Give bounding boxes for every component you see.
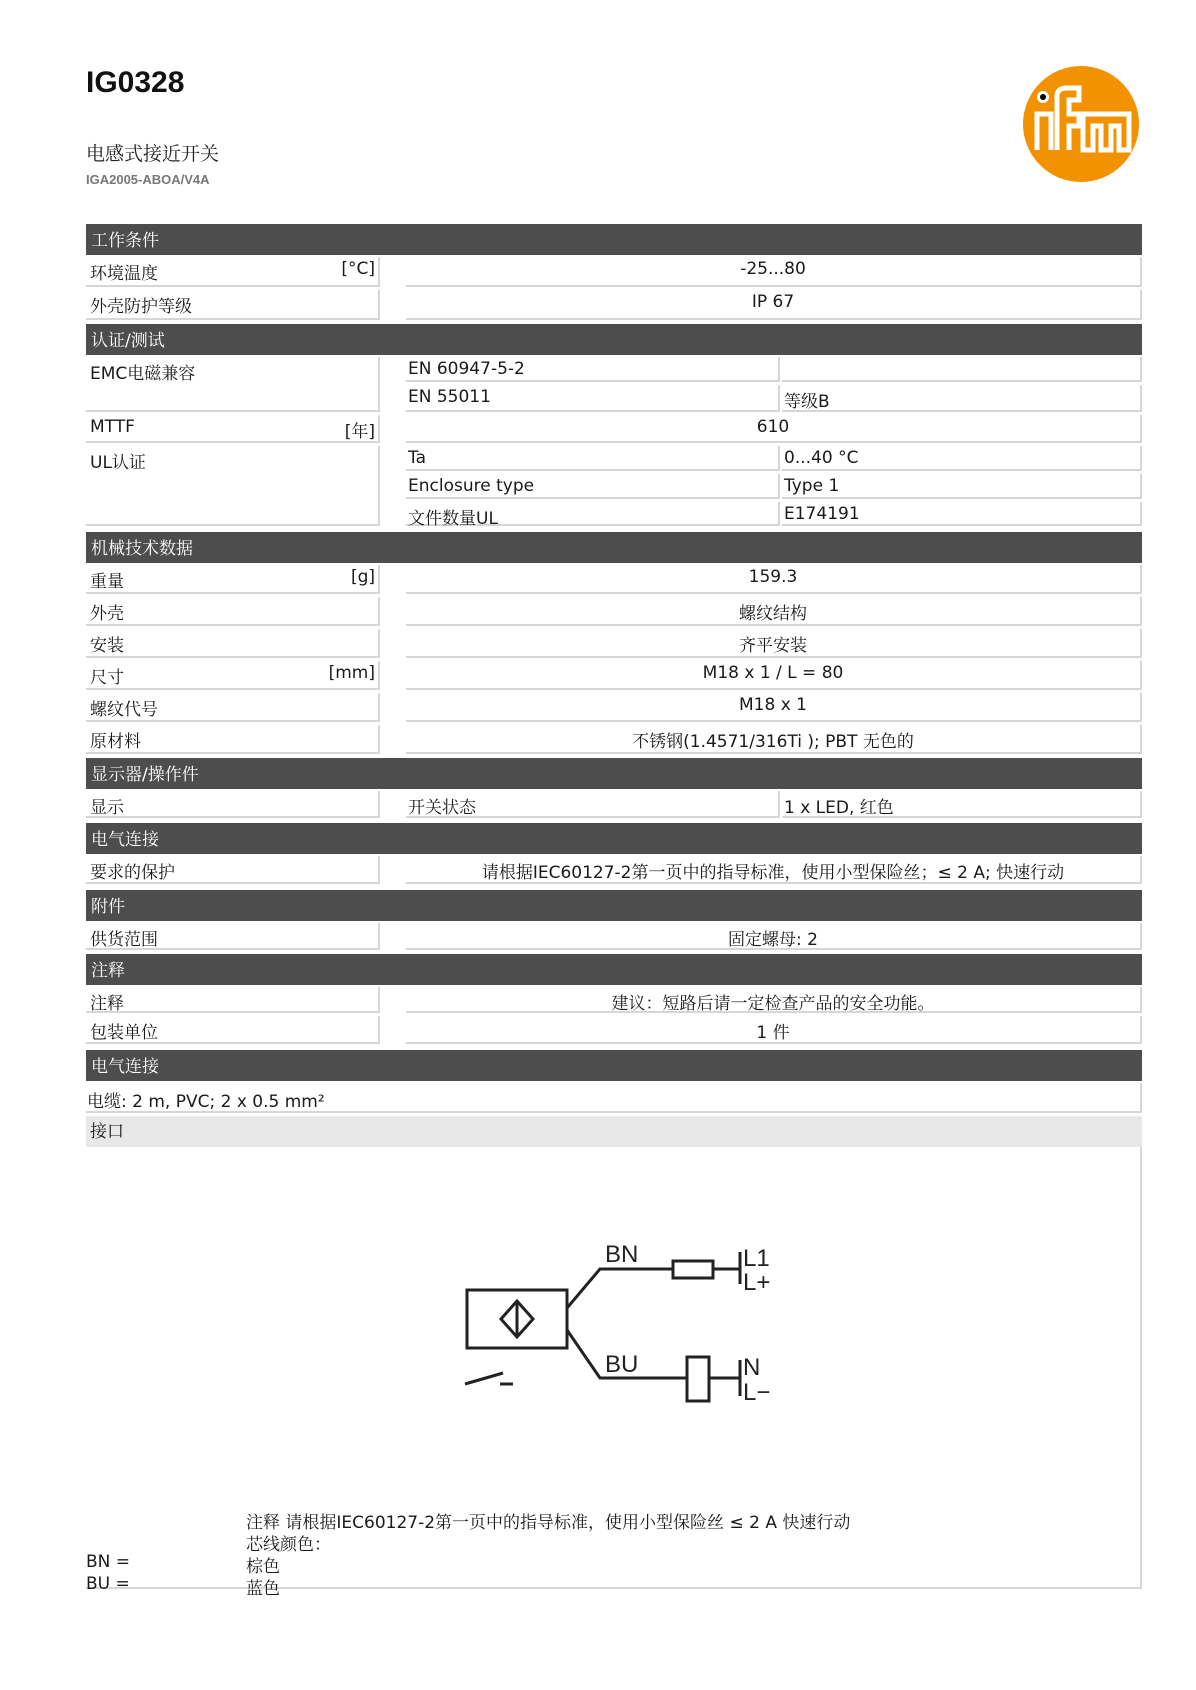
spec-value-dimensions <box>406 661 1142 690</box>
value-text: 请根据IEC60127-2第一页中的指导标准，使用小型保险丝；≤ 2 A; 快速行动 <box>481 863 1065 883</box>
spec-row-emc <box>86 357 380 412</box>
spec-row-remarks <box>86 987 380 1013</box>
value-text: 电缆: 2 m, PVC; 2 x 0.5 mm² <box>87 1092 325 1112</box>
spec-row-protection <box>86 290 380 320</box>
interface-header: 接口 <box>86 1116 1142 1147</box>
spec-row-display <box>86 791 380 818</box>
value-text: 159.3 <box>748 567 798 587</box>
fuse-icon <box>673 1261 713 1278</box>
bn-key: BN = <box>86 1552 131 1572</box>
value-text: 文件数量UL <box>408 509 498 529</box>
label-bu: BU <box>605 1351 639 1378</box>
ul-enclosure <box>406 474 780 499</box>
spec-row-dimensions <box>86 661 380 690</box>
bu-key: BU = <box>86 1574 130 1594</box>
spec-row-mttf <box>86 415 380 443</box>
value-text: Type 1 <box>784 476 840 496</box>
spec-unit: [年] <box>344 422 375 442</box>
spec-value-packaging-unit <box>406 1016 1142 1044</box>
spec-value-weight <box>406 565 1142 594</box>
value-text: 不锈钢(1.4571/316Ti ); PBT 无色的 <box>632 732 914 752</box>
emc-standard-2 <box>406 385 780 412</box>
value-text: 1 件 <box>756 1023 790 1043</box>
ul-file <box>406 502 780 529</box>
value-text: 齐平安装 <box>739 636 807 656</box>
display-switching-status <box>406 791 780 818</box>
display-led-value <box>782 791 1142 818</box>
spec-row-housing <box>86 597 380 626</box>
label-lplus: L+ <box>743 1269 771 1296</box>
value-text: 0...40 °C <box>784 448 859 468</box>
section-display: 显示器/操作件 <box>86 758 1142 789</box>
spec-row-ambient-temp <box>86 257 380 287</box>
spec-unit: [g] <box>350 567 375 587</box>
bu-color: 蓝色 <box>246 1579 280 1599</box>
spec-label: 包装单位 <box>90 1023 158 1043</box>
spec-label: 供货范围 <box>90 930 158 950</box>
ul-file-value <box>782 502 1142 526</box>
spec-label: 重量 <box>90 572 124 592</box>
spec-row-thread <box>86 693 380 722</box>
value-text: 610 <box>756 417 790 437</box>
ul-ta-value <box>782 446 1142 471</box>
section-operating-conditions: 工作条件 <box>86 224 1142 255</box>
spec-label: 要求的保护 <box>90 863 175 883</box>
spec-value-mttf <box>406 415 1142 443</box>
section-mechanical: 机械技术数据 <box>86 532 1142 563</box>
value-text: M18 x 1 <box>739 695 807 715</box>
ul-enclosure-value <box>782 474 1142 499</box>
diagram-note: 注释 请根据IEC60127-2第一页中的指导标准，使用小型保险丝 ≤ 2 A 快速行动 <box>246 1513 851 1533</box>
label-l1: L1 <box>743 1245 770 1272</box>
product-code-title: IG0328 <box>86 66 185 99</box>
emc-standard-1-value <box>782 357 1142 382</box>
label-n: N <box>743 1354 761 1381</box>
spec-row-mounting <box>86 629 380 658</box>
spec-row-weight <box>86 565 380 594</box>
product-designation: IGA2005-ABOA/V4A <box>86 172 210 187</box>
section-electrical-connection: 电气连接 <box>86 823 1142 854</box>
spec-value-materials <box>406 725 1142 754</box>
spec-label: 环境温度 <box>90 264 158 284</box>
spec-value-remarks <box>406 987 1142 1013</box>
value-text: M18 x 1 / L = 80 <box>702 663 844 683</box>
value-text: EN 55011 <box>408 387 491 407</box>
value-text: 建议：短路后请一定检查产品的安全功能。 <box>611 994 935 1014</box>
product-type: 电感式接近开关 <box>86 143 220 165</box>
spec-value-required-protection <box>406 856 1142 884</box>
value-text: 固定螺母: 2 <box>728 930 818 950</box>
spec-row-scope-of-supply <box>86 923 380 950</box>
value-text: 螺纹结构 <box>739 604 807 624</box>
spec-label: UL认证 <box>90 453 146 473</box>
emc-standard-1 <box>406 357 780 382</box>
spec-label: 注释 <box>90 994 124 1014</box>
spec-row-ul <box>86 446 380 526</box>
value-text: Enclosure type <box>408 476 535 496</box>
spec-label: 显示 <box>90 798 124 818</box>
spec-label: EMC电磁兼容 <box>90 364 196 384</box>
value-text: Ta <box>408 448 426 468</box>
value-text: 开关状态 <box>408 798 476 818</box>
wiring-diagram <box>455 1238 785 1408</box>
spec-label: 外壳 <box>90 604 124 624</box>
spec-value-protection <box>406 290 1142 320</box>
label-bn: BN <box>605 1241 639 1268</box>
section-electrical-connection-2: 电气连接 <box>86 1050 1142 1081</box>
value-text: 1 x LED, 红色 <box>784 798 894 818</box>
value-text: IP 67 <box>751 292 795 312</box>
emc-standard-2-value <box>782 385 1142 412</box>
spec-value-ambient-temp <box>406 257 1142 287</box>
core-colors-heading: 芯线颜色： <box>246 1535 331 1555</box>
spec-row-materials <box>86 725 380 754</box>
spec-label: 安装 <box>90 636 124 656</box>
spec-value-mounting <box>406 629 1142 658</box>
spec-value-thread <box>406 693 1142 722</box>
value-text: E174191 <box>784 504 860 524</box>
spec-label: MTTF <box>90 417 135 437</box>
spec-row-packaging-unit <box>86 1016 380 1044</box>
load-icon <box>687 1357 709 1401</box>
section-approvals: 认证/测试 <box>86 324 1142 355</box>
spec-unit: [°C] <box>341 259 375 279</box>
spec-label: 螺纹代号 <box>90 700 158 720</box>
spec-unit: [mm] <box>328 663 375 683</box>
ifm-logo <box>1021 64 1141 184</box>
value-text: EN 60947-5-2 <box>408 359 525 379</box>
bn-color: 棕色 <box>246 1557 280 1577</box>
spec-value-housing <box>406 597 1142 626</box>
spec-label: 外壳防护等级 <box>90 297 192 317</box>
spec-label: 原材料 <box>90 732 141 752</box>
value-text: 等级B <box>784 392 830 412</box>
spec-row-required-protection <box>86 856 380 884</box>
spec-label: 尺寸 <box>90 668 124 688</box>
label-lminus: L− <box>743 1379 771 1406</box>
section-remarks: 注释 <box>86 954 1142 985</box>
ul-ta <box>406 446 780 471</box>
spec-value-scope-of-supply <box>406 923 1142 950</box>
cable-spec <box>86 1083 1142 1113</box>
section-accessories: 附件 <box>86 890 1142 921</box>
value-text: -25...80 <box>740 259 806 279</box>
